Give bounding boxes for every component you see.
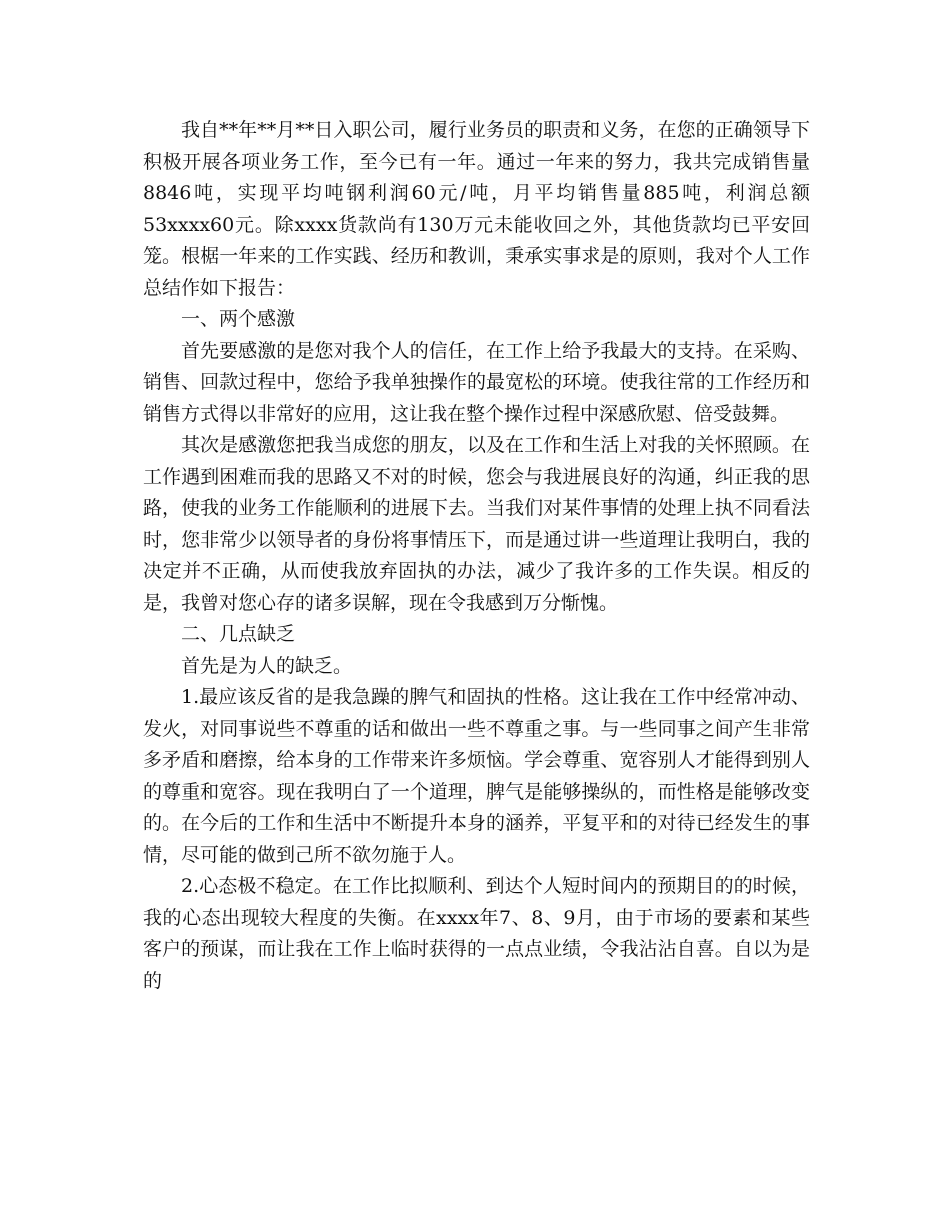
document-body	[143, 115, 810, 997]
shortcomings-intro: 首先是为人的缺乏。	[181, 654, 353, 677]
section-heading-shortcomings: 二、几点缺乏	[181, 623, 296, 645]
gratitude-paragraph-2: 其次是感激您把我当成您的朋友，以及在工作和生活上对我的关怀照顾。在工作遇到困难而我的思路又不对的时候，您会与我进展良好的沟通，纠正我的思路，使我的业务工作能顺利的进展下去。当我们对某件事情的处理上执不同看法时，您非常少以领导者的身份将事情压下，而是通过讲一些道理让我明白，我的决定并不正确，从而使我放弃固执的办法，减少了我许多的工作失误。相反的是，我曾对您心存的诸多误解，现在令我感到万分惭愧。	[143, 434, 810, 614]
shortcoming-item-2: 2.心态极不稳定。在工作比拟顺利、到达个人短时间内的预期目的的时候，我的心态出现较大程度的失衡。在xxxx年7、8、9月，由于市场的要素和某些客户的预谋，而让我在工作上临时获得的一点点业绩，令我沾沾自喜。自以为是的	[143, 875, 810, 992]
gratitude-paragraph-1: 首先要感激的是您对我个人的信任，在工作上给予我最大的支持。在采购、销售、回款过程中，您给予我单独操作的最宽松的环境。使我往常的工作经历和销售方式得以非常好的应用，这让我在整个操作过程中深感欣慰、倍受鼓舞。	[143, 339, 810, 425]
shortcoming-item-1: 1.最应该反省的是我急躁的脾气和固执的性格。这让我在工作中经常冲动、发火，对同事说些不尊重的话和做出一些不尊重之事。与一些同事之间产生非常多矛盾和磨擦，给本身的工作带来许多烦恼。学会尊重、宽容别人才能得到别人的尊重和宽容。现在我明白了一个道理，脾气是能够操纵的，而性格是能够改变的。在今后的工作和生活中不断提升本身的涵养，平复平和的对待已经发生的事情，尽可能的做到己所不欲勿施于人。	[143, 686, 810, 866]
intro-paragraph: 我自**年**月**日入职公司，履行业务员的职责和义务，在您的正确领导下积极开展各项业务工作，至今已有一年。通过一年来的努力，我共完成销售量8846吨，实现平均吨钢利润60元/吨，月平均销售量885吨，利润总额53xxxx60元。除xxxx货款尚有130万元未能收回之外，其他货款均已平安回笼。根椐一年来的工作实践、经历和教训，秉承实事求是的原则，我对个人工作总结作如下报告：	[143, 119, 810, 299]
section-heading-gratitude: 一、两个感激	[181, 308, 296, 330]
